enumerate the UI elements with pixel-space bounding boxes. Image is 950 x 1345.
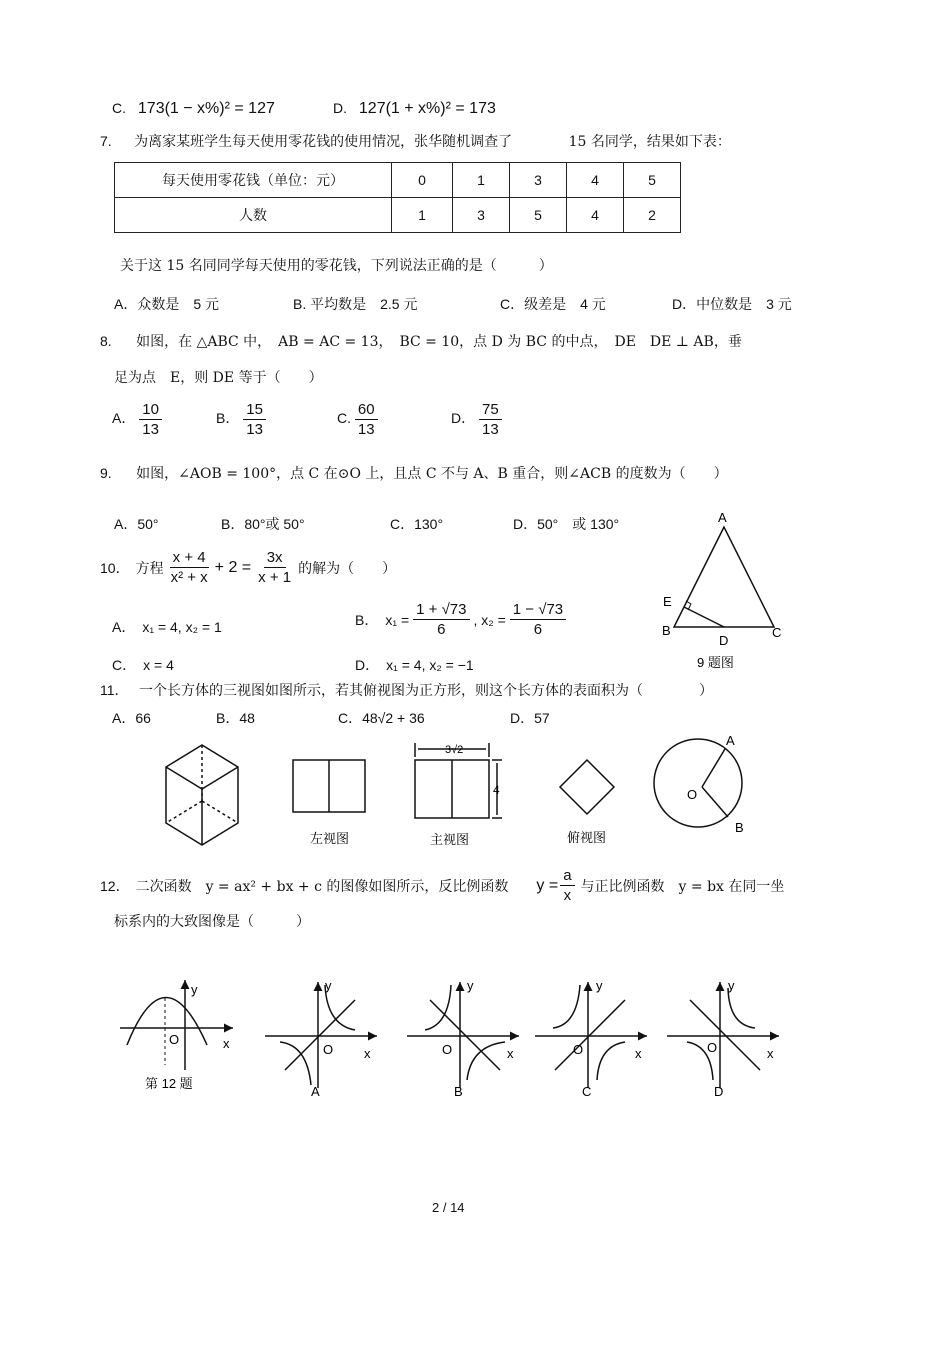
dimension-width: 3√2	[445, 744, 464, 756]
table-cell: 5	[510, 198, 567, 233]
fraction	[168, 548, 211, 587]
denominator: x² + x	[170, 569, 208, 586]
denominator: x + 1	[258, 569, 292, 586]
option-label: C.	[337, 410, 351, 427]
graph-label-d: D	[714, 1084, 724, 1099]
numerator: a	[560, 866, 574, 886]
q7-option-b: B. 平均数是 2.5 元	[293, 296, 418, 312]
question-text: 为离家某班学生每天使用零花钱的使用情况，张华随机调查了	[134, 134, 513, 150]
label-b: B	[662, 623, 671, 638]
q6-option-c	[112, 100, 275, 118]
q10-option-a: A． x₁ = 4, x₂ = 1	[112, 619, 222, 635]
question-number: 11．	[100, 682, 129, 698]
table-cell: 3	[453, 198, 510, 233]
denominator: 13	[142, 421, 159, 438]
label-o: O	[687, 787, 698, 802]
radius-oa	[702, 749, 725, 787]
q12-question-cont: 标系内的大致图像是（ ）	[114, 914, 310, 930]
question-text-cont: 15 名同学，结果如下表：	[568, 134, 731, 150]
cuboid-figure	[166, 745, 238, 845]
table-cell: 2	[624, 198, 681, 233]
q8-option-d	[451, 400, 502, 439]
graph-d	[667, 982, 779, 1088]
q11-option-b: B．48	[216, 710, 255, 726]
axis-x-label: x	[635, 1046, 642, 1061]
radius-ob	[702, 787, 728, 817]
circle-o	[654, 739, 742, 827]
numerator: 60	[355, 400, 378, 420]
q8-option-a	[112, 400, 162, 439]
page-number: 2 / 14	[432, 1200, 465, 1215]
numerator: 1 + √73	[413, 600, 469, 620]
top-view-figure	[560, 760, 614, 814]
q7-stem: 关于这 15 名同同学每天使用的零花钱，下列说法正确的是（ ）	[120, 258, 553, 274]
table-row	[115, 163, 681, 198]
denominator: x	[563, 887, 572, 904]
fraction	[560, 866, 574, 905]
q9-triangle-figure	[650, 505, 800, 675]
q10-option-c: C． x = 4	[112, 657, 174, 673]
table-cell: 3	[510, 163, 567, 198]
numerator: 1 − √73	[510, 600, 566, 620]
denominator: 13	[482, 421, 499, 438]
option-label: C.	[112, 100, 126, 116]
label-d: D	[719, 633, 729, 648]
origin-label: O	[323, 1042, 334, 1057]
axis-y-label: y	[467, 978, 474, 993]
q11-option-c: C．48√2 + 36	[338, 710, 425, 726]
q11-option-a: A．66	[112, 710, 151, 726]
fraction	[479, 400, 502, 439]
q7-option-c: C．级差是 4 元	[500, 296, 606, 312]
question-text: 如图，∠AOB = 100°，点 C 在⊙O 上，且点 C 不与 A、B 重合，则∠ACB 的度数为（ ）	[136, 466, 728, 482]
question-number: 10．	[100, 559, 130, 576]
graph-a	[265, 982, 377, 1088]
q12-question	[100, 866, 784, 905]
q9-option-a: A．50°	[114, 516, 159, 532]
label-c: C	[772, 625, 782, 640]
fraction	[243, 400, 266, 439]
q7-question	[100, 131, 731, 151]
axis-y-label: y	[191, 982, 198, 997]
figure-caption: 第 12 题	[145, 1076, 193, 1091]
front-view-caption: 主视图	[430, 832, 470, 847]
denominator: 6	[437, 621, 446, 638]
q8-option-c	[337, 400, 378, 439]
origin-label: O	[442, 1042, 453, 1057]
q7-option-d: D．中位数是 3 元	[672, 296, 792, 312]
q9-option-c: C．130°	[390, 516, 444, 532]
denominator: 13	[246, 421, 263, 438]
option-label: B．	[216, 410, 240, 427]
numerator: 3x	[264, 548, 286, 568]
table-row	[115, 198, 681, 233]
denominator: 6	[533, 621, 543, 638]
label-b: B	[735, 820, 744, 835]
question-number: 7.	[100, 133, 112, 149]
numerator: 15	[243, 400, 266, 420]
axis-y-label: y	[728, 978, 735, 993]
option-label: D.	[333, 100, 347, 116]
q9-question	[100, 463, 728, 483]
graph-b	[407, 982, 519, 1088]
origin-label: O	[707, 1040, 718, 1055]
option-expression: 173(1 − x%)² = 127	[137, 100, 275, 117]
q9-option-b: B．80°或 50°	[221, 516, 305, 532]
q10-option-b	[355, 600, 566, 639]
graph-label-b: B	[454, 1084, 463, 1099]
segment-de	[684, 607, 724, 627]
question-suffix: 的解为（ ）	[298, 560, 397, 577]
triangle-abc	[674, 527, 774, 627]
axis-x-label: x	[767, 1046, 774, 1061]
table-cell: 5	[624, 163, 681, 198]
fraction	[255, 548, 294, 587]
q8-option-b	[216, 400, 266, 439]
parabola-graph	[120, 980, 233, 1070]
q11-option-d: D．57	[510, 710, 550, 726]
question-text: 二次函数 y = ax² + bx + c 的图像如图所示，反比例函数	[135, 878, 509, 895]
equals-part: + 2 =	[214, 558, 252, 576]
option-label: B． x₁ =	[355, 611, 410, 628]
numerator: 10	[139, 400, 162, 420]
left-view-figure	[293, 760, 365, 812]
numerator: 75	[479, 400, 502, 420]
label-a: A	[718, 510, 727, 525]
denominator: 13	[357, 421, 375, 438]
origin-label: O	[169, 1032, 180, 1047]
graph-label-a: A	[311, 1084, 320, 1099]
axis-y-label: y	[596, 978, 603, 993]
table-cell: 4	[567, 198, 624, 233]
q10-question	[100, 548, 396, 587]
question-prefix: 方程	[135, 560, 164, 577]
axis-x-label: x	[223, 1036, 230, 1051]
fraction	[413, 600, 469, 639]
left-view-caption: 左视图	[310, 831, 350, 846]
question-text: 如图，在 △ABC 中， AB = AC = 13， BC = 10，点 D 为 BC 的中点， DE DE ⊥ AB，垂	[136, 334, 742, 350]
origin-label: O	[573, 1042, 584, 1057]
table-header-cell: 人数	[115, 198, 392, 233]
q6-option-d	[333, 100, 496, 118]
graph-c	[535, 982, 647, 1088]
question-text-cont: 与正比例函数 y = bx 在同一坐	[580, 878, 785, 895]
option-label: D．	[451, 410, 476, 427]
equation-lhs: y =	[536, 876, 559, 894]
axis-y-label: y	[325, 978, 332, 993]
q7-option-a: A．众数是 5 元	[114, 296, 220, 312]
numerator: x + 4	[170, 548, 209, 568]
fraction	[139, 400, 162, 439]
label-a: A	[726, 735, 735, 748]
table-cell: 1	[392, 198, 453, 233]
question-number: 12．	[100, 877, 130, 894]
option-middle: , x₂ =	[473, 611, 506, 628]
axis-x-label: x	[364, 1046, 371, 1061]
q8-question-cont: 足为点 E，则 DE 等于（ ）	[114, 370, 323, 386]
question-number: 9.	[100, 465, 112, 481]
fraction	[355, 400, 378, 439]
table-cell: 0	[392, 163, 453, 198]
q9-option-d: D．50° 或 130°	[513, 516, 620, 532]
question-number: 8.	[100, 333, 112, 349]
q7-table	[114, 162, 681, 233]
axis-x-label: x	[507, 1046, 514, 1061]
q11-question	[100, 680, 713, 700]
dimension-height: 4	[493, 783, 500, 797]
figure-caption: 9 题图	[697, 655, 734, 670]
option-expression: 127(1 + x%)² = 173	[358, 100, 496, 117]
table-cell: 1	[453, 163, 510, 198]
top-view-caption: 俯视图	[567, 830, 607, 845]
option-label: A．	[112, 410, 136, 427]
graph-label-c: C	[582, 1084, 592, 1099]
table-cell: 4	[567, 163, 624, 198]
fraction	[510, 600, 566, 639]
table-header-cell: 每天使用零花钱（单位：元）	[115, 163, 392, 198]
q8-question	[100, 331, 742, 351]
q12-graphs	[115, 970, 795, 1105]
q10-option-d: D． x₁ = 4, x₂ = −1	[355, 657, 474, 673]
question-text: 一个长方体的三视图如图所示，若其俯视图为正方形，则这个长方体的表面积为（ ）	[139, 683, 713, 699]
q11-figures	[150, 735, 770, 855]
label-e: E	[663, 594, 672, 609]
